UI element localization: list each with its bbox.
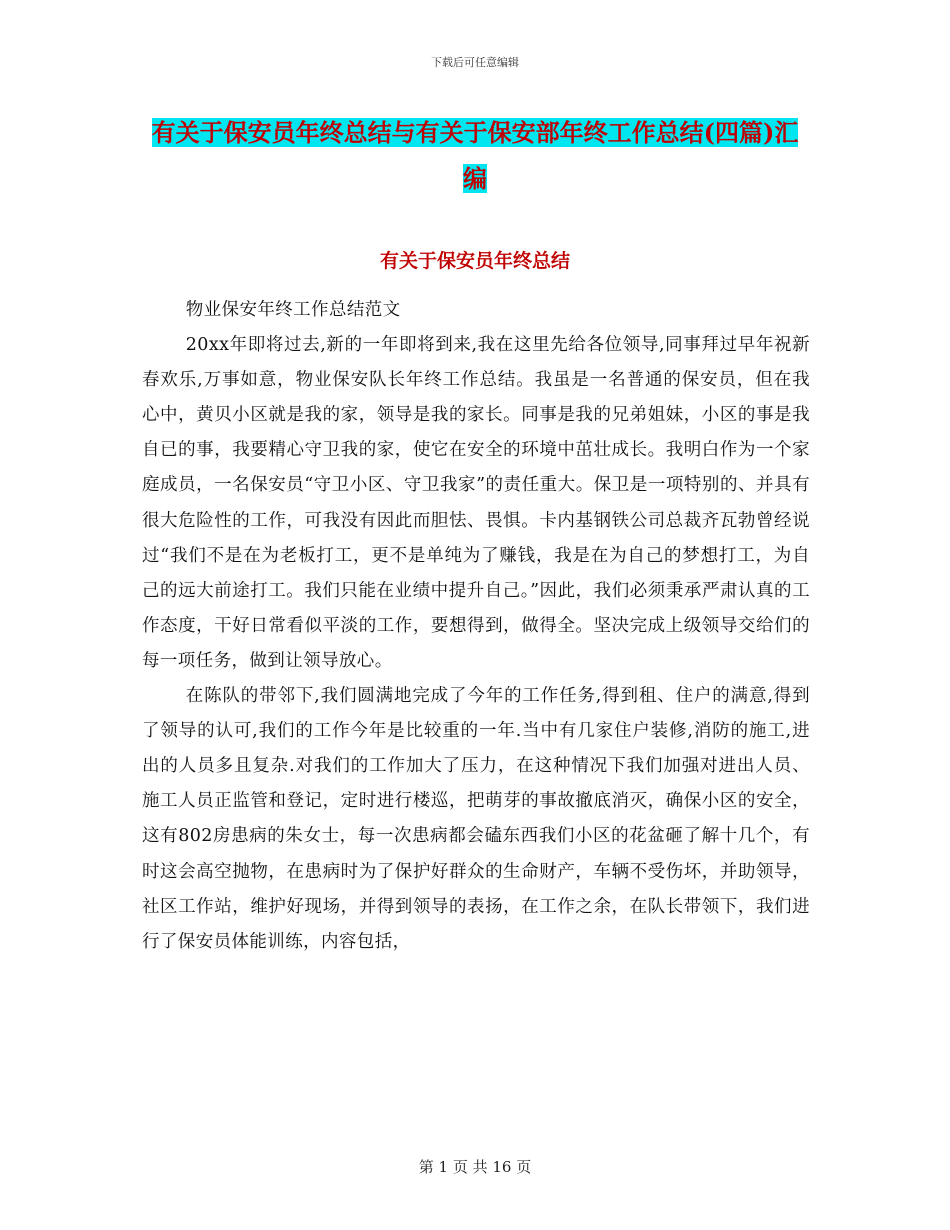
document-title-text: 有关于保安员年终总结与有关于保安部年终工作总结(四篇)汇编 <box>151 118 799 193</box>
page-number: 第 1 页 共 16 页 <box>418 1158 532 1176</box>
section-title: 有关于保安员年终总结 <box>379 250 570 272</box>
document-body <box>142 293 810 960</box>
document-title <box>140 110 810 202</box>
subheading: 物业保安年终工作总结范文 <box>185 300 401 320</box>
header-note: 下载后可任意编辑 <box>431 56 519 69</box>
paragraph-2: 在陈队的带邻下,我们圆满地完成了今年的工作任务,得到租、住户的满意,得到了领导的认可,我们的工作今年是比较重的一年.当中有几家住户装修,消防的施工,进出的人员多且复杂.对我们的工作加大了压力，在这种情况下我们加强对进出人员、施工人员正监管和登记，定时进行楼巡，把萌芽的事故撤底消灭，确保小区的安全，这有802房患病的朱女士，每一次患病都会磕东西我们小区的花盆砸了解十几个，有时这会高空抛物，在患病时为了保护好群众的生命财产，车辆不受伤坏，并助领导，社区工作站，维护好现场，并得到领导的表扬，在工作之余，在队长带领下，我们进行了保安员体能训练，内容包括， <box>142 686 810 952</box>
paragraph-1: 20xx年即将过去,新的一年即将到来,我在这里先给各位领导,同事拜过早年祝新春欢乐,万事如意，物业保安队长年终工作总结。我虽是一名普通的保安员，但在我心中，黄贝小区就是我的家，领导是我的家长。同事是我的兄弟姐妹，小区的事是我自已的事，我要精心守卫我的家，使它在安全的环境中茁壮成长。我明白作为一个家庭成员，一名保安员“守卫小区、守卫我家”的责任重大。保卫是一项特别的、并具有很大危险性的工作，可我没有因此而胆怯、畏惧。卡内基钢铁公司总裁齐瓦勃曾经说过“我们不是在为老板打工，更不是单纯为了赚钱，我是在为自己的梦想打工，为自己的远大前途打工。我们只能在业绩中提升自己。”因此，我们必须秉承严肃认真的工作态度，干好日常看似平淡的工作，要想得到，做得全。坚决完成上级领导交给们的每一项任务，做到让领导放心。 <box>142 335 810 671</box>
